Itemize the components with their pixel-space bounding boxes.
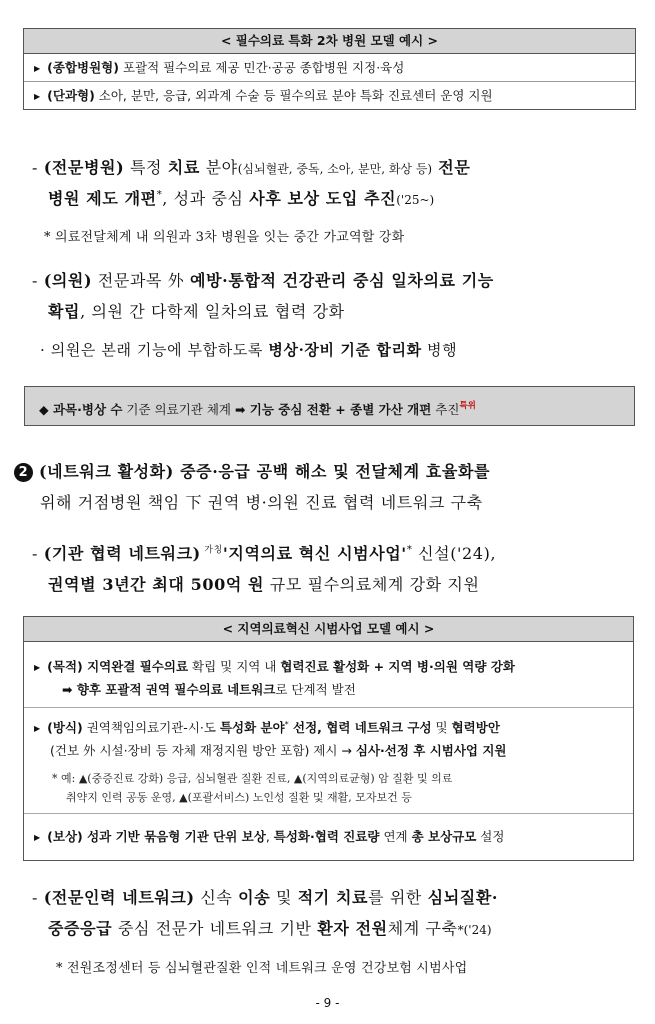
network-heading-line1: 2 (네트워크 활성화) 중증·응급 공백 해소 및 전달체계 효율화를 <box>14 459 490 482</box>
expert-network-line1: - (전문인력 네트워크) 신속 이송 및 적기 치료를 위한 심뇌질환· <box>32 888 499 907</box>
page-number: - 9 - <box>315 996 340 1010</box>
triangle-bullet-icon: ▶ <box>34 64 41 73</box>
triangle-bullet-icon: ▶ <box>34 92 41 101</box>
arrow-right-icon: ➡ <box>234 402 246 417</box>
clinic-line1: - (의원) 전문과목 外 예방·통합적 건강관리 중심 일차의료 기능 <box>32 271 494 290</box>
box-title: < 지역의료혁신 시범사업 모델 예시 > <box>24 617 633 642</box>
divider <box>24 813 633 814</box>
specialty-note: * 의료전달체계 내 의원과 3차 병원을 잇는 중간 가교역할 강화 <box>44 230 405 245</box>
arrow-right-icon: ➡ <box>62 682 73 697</box>
purpose-line1: ▶ (목적) 지역완결 필수의료 확립 및 지역 내 협력진료 활성화 + 지역 병·의원 역량 강화 <box>34 659 515 674</box>
model-example-box-regional-pilot <box>23 616 634 861</box>
clinic-sub: · 의원은 본래 기능에 부합하도록 병상·장비 기준 합리화 병행 <box>40 341 458 359</box>
expert-network-line2: 중증응급 중심 전문가 네트워크 기반 환자 전원체계 구축*('24) <box>48 919 492 938</box>
box-row-general-hospital: ▶ (종합병원형) 포괄적 필수의료 제공 민간·공공 종합병원 지정·육성 <box>24 54 635 82</box>
method-note-line1: * 예: ▲(중증진료 강화) 응급, 심뇌혈관 질환 진료, ▲(지역의료균형) 암 질환 및 의료 <box>52 772 453 785</box>
method-line2: (건보 外 시설·장비 등 자체 재정지원 방안 포함) 제시 → 심사·선정 후 시범사업 지원 <box>50 743 507 758</box>
purpose-line2: ➡ 향후 포괄적 권역 필수의료 네트워크로 단계적 발전 <box>62 682 356 697</box>
compensation-line: ▶ (보상) 성과 기반 묶음형 기관 단위 보상, 특성화·협력 진료량 연계 총 보상규모 설정 <box>34 829 505 844</box>
reform-highlight-box: ◆ 과목·병상 수 기준 의료기관 체계 ➡ 기능 중심 전환 + 종별 가산 개편 추진$^{특위}$ <box>24 386 635 426</box>
model-example-box-secondary-hospital <box>23 28 636 110</box>
network-heading-line2: 위해 거점병원 책임 下 권역 병·의원 진료 협력 네트워크 구축 <box>40 493 483 512</box>
specialty-hospital-line1: - (전문병원) 특정 치료 분야(심뇌혈관, 중독, 소아, 분만, 화상 등) 전문 <box>32 158 471 177</box>
diamond-icon: ◆ <box>39 402 49 417</box>
box-row-specialty-type: ▶ (단과형) 소아, 분만, 응급, 외과계 수술 등 필수의료 분야 특화 진료센터 운영 지원 <box>24 82 635 109</box>
box-title: < 필수의료 특화 2차 병원 모델 예시 > <box>24 29 635 54</box>
method-line1: ▶ (방식) 권역책임의료기관-시·도 특성화 분야* 선정, 협력 네트워크 구성 및 협력방안 <box>34 719 500 735</box>
divider <box>24 707 633 708</box>
institution-network-line2: 권역별 3년간 최대 500억 원 규모 필수의료체계 강화 지원 <box>48 575 480 594</box>
institution-network-line1: - (기관 협력 네트워크) $^{가칭}$'지역의료 혁신 시범사업'* 신설('24), <box>32 544 497 563</box>
specialty-hospital-line2: 병원 제도 개편*, 성과 중심 사후 보상 도입 추진('25~) <box>48 189 435 208</box>
clinic-line2: 확립, 의원 간 다학제 일차의료 협력 강화 <box>48 302 345 321</box>
number-two-badge: 2 <box>14 463 33 482</box>
expert-note: * 전원조정센터 등 심뇌혈관질환 인적 네트워크 운영 건강보험 시범사업 <box>56 961 468 976</box>
method-note-line2: 취약지 인력 공동 운영, ▲(포괄서비스) 노인성 질환 및 재활, 모자보건 등 <box>66 791 412 804</box>
